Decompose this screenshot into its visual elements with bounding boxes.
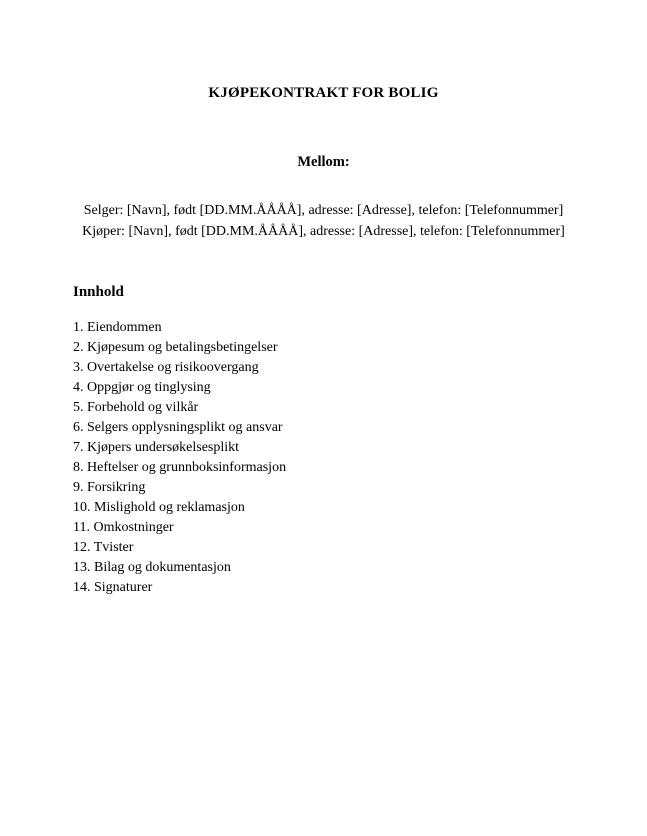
toc-item: 5. Forbehold og vilkår [73,400,199,415]
buyer-line: Kjøper: [Navn], født [DD.MM.ÅÅÅÅ], adresse: [Adresse], telefon: [Telefonnummer] [82,224,565,239]
toc-item: 1. Eiendommen [73,320,162,335]
toc-item: 8. Heftelser og grunnboksinformasjon [73,460,287,475]
toc-item: 12. Tvister [73,540,134,555]
toc-item: 2. Kjøpesum og betalingsbetingelser [73,340,278,355]
parties-block [0,200,647,242]
seller-line: Selger: [Navn], født [DD.MM.ÅÅÅÅ], adresse: [Adresse], telefon: [Telefonnummer] [83,203,564,218]
between-label: Mellom: [297,154,350,170]
toc-heading: Innhold [73,284,124,300]
toc-item: 4. Oppgjør og tinglysing [73,380,211,395]
toc-item: 11. Omkostninger [73,520,174,535]
toc-item: 6. Selgers opplysningsplikt og ansvar [73,420,283,435]
toc-item: 7. Kjøpers undersøkelsesplikt [73,440,240,455]
toc-item: 10. Mislighold og reklamasjon [73,500,245,515]
document-title: KJØPEKONTRAKT FOR BOLIG [208,85,439,101]
toc-list [73,318,286,598]
toc-item: 14. Signaturer [73,580,153,595]
toc-item: 3. Overtakelse og risikoovergang [73,360,259,375]
toc-item: 13. Bilag og dokumentasjon [73,560,231,575]
toc-item: 9. Forsikring [73,480,146,495]
